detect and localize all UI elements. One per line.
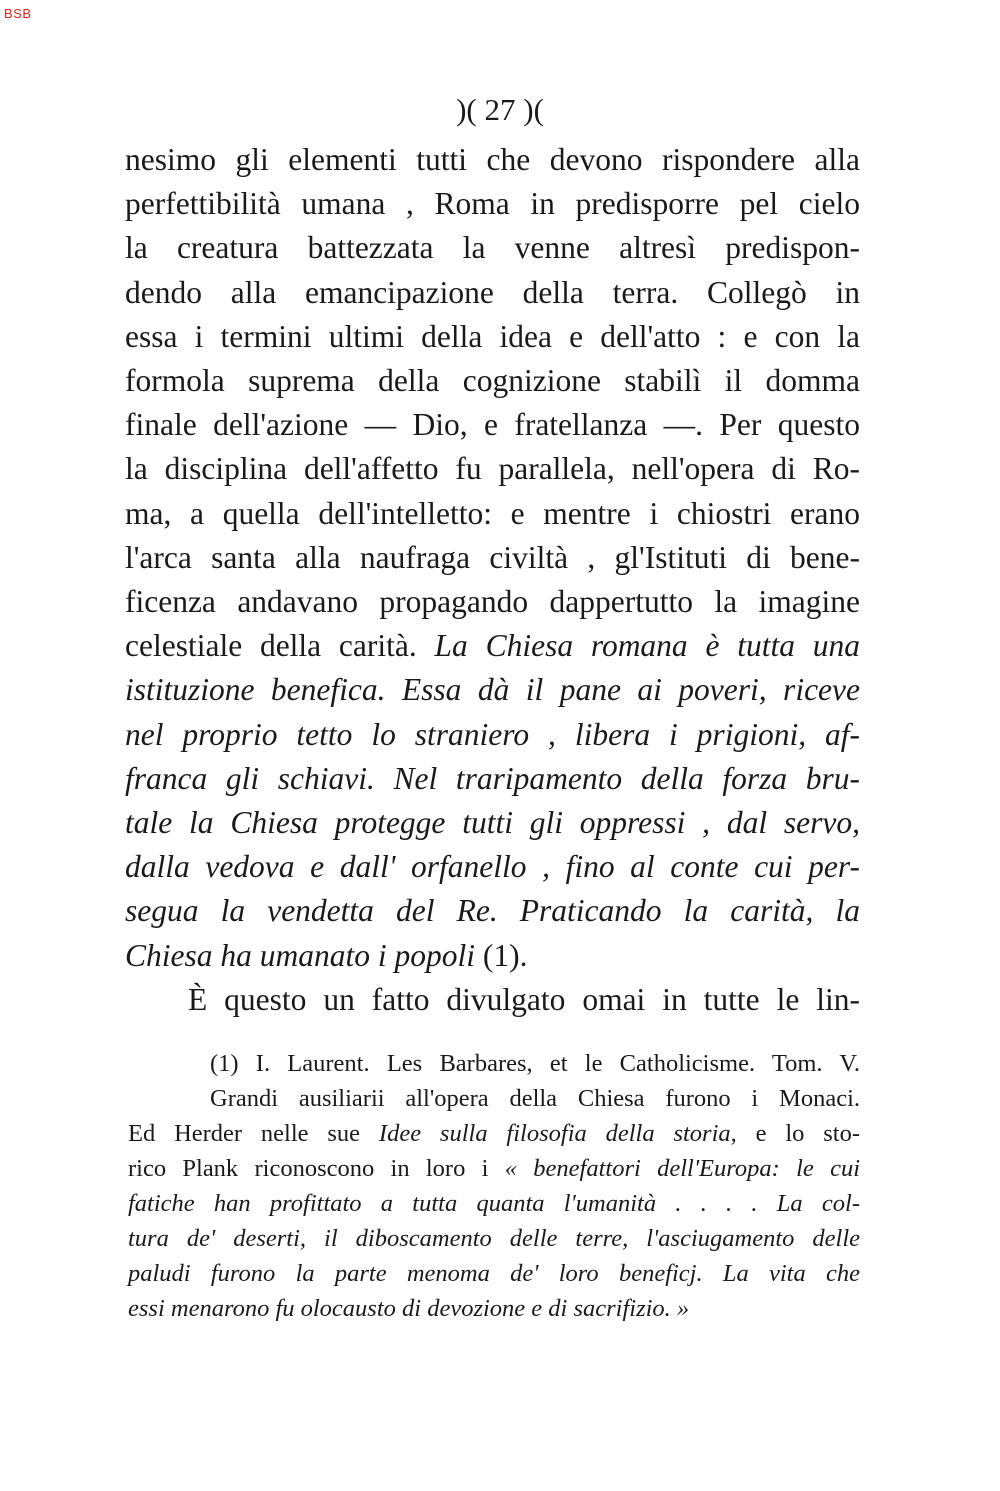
quote-line: segua la vendetta del Re. Praticando la carità, la (125, 893, 860, 929)
text-line-mixed (125, 624, 860, 668)
text-line: ma, a quella dell'intelletto: e mentre i chiostri erano (125, 495, 860, 531)
quote-end: Chiesa ha umanato i popoli (125, 937, 476, 973)
footnote-quote-line: fatiche han profittato a tutta quanta l'umanità . . . . La col- (128, 1190, 860, 1217)
text-roman: celestiale della carità. (125, 628, 417, 664)
text-line: formola suprema della cognizione stabilì il domma (125, 363, 860, 399)
footnote-quote-line: paludi furono la parte menoma de' loro beneficj. La vita che (128, 1260, 860, 1287)
footnote-line-mixed (128, 1116, 860, 1151)
footnote-text: rico Plank riconoscono in loro i (128, 1155, 489, 1182)
text-line: finale dell'azione — Dio, e fratellanza —. Per questo (125, 407, 860, 443)
book-title: Idee sulla filosofia della storia, (378, 1120, 737, 1147)
text-line: la disciplina dell'affetto fu parallela, nell'opera di Ro- (125, 451, 860, 487)
footnote-ref: (1). (482, 937, 528, 973)
library-stamp: BSB (4, 6, 32, 21)
quote-line: nel proprio tetto lo straniero , libera i prigioni, af- (125, 716, 860, 752)
footnote-quote-line: tura de' deserti, il diboscamento delle terre, l'asciugamento delle (128, 1225, 860, 1252)
page-number: )( 27 )( (456, 92, 544, 127)
footnote-quote-line: essi menarono fu olocausto di devozione e di sacrifizio. » (128, 1295, 690, 1322)
quote-end-line (125, 934, 860, 978)
quote-start: La Chiesa romana è tutta una (434, 628, 860, 664)
main-text (125, 138, 860, 1022)
text-line: nesimo gli elementi tutti che devono rispondere alla (125, 142, 860, 177)
footnote (128, 1046, 860, 1326)
text-line: dendo alla emancipazione della terra. Collegò in (125, 274, 860, 310)
text-line: la creatura battezzata la venne altresì predispon- (125, 230, 860, 266)
paragraph-start: È questo un fatto divulgato omai in tutte le lin- (188, 981, 860, 1017)
text-line: l'arca santa alla naufraga civiltà , gl'Istituti di bene- (125, 539, 860, 575)
text-line: perfettibilità umana , Roma in predisporre pel cielo (125, 186, 860, 222)
quote-line: istituzione benefica. Essa dà il pane ai poveri, riceve (125, 672, 860, 708)
quote-line: franca gli schiavi. Nel traripamento della forza bru- (125, 760, 860, 796)
text-line: ficenza andavano propagando dappertutto la imagine (125, 584, 860, 620)
footnote-text: Ed Herder nelle sue (128, 1120, 361, 1147)
text-line: essa i termini ultimi della idea e dell'atto : e con la (125, 318, 860, 354)
footnote-text: e lo sto- (755, 1120, 861, 1147)
quote-line: tale la Chiesa protegge tutti gli oppressi , dal servo, (125, 805, 860, 841)
footnote-line-mixed (128, 1151, 860, 1186)
footnote-quote: « benefattori dell'Europa: le cui (504, 1155, 860, 1182)
footnote-line: (1) I. Laurent. Les Barbares, et le Catholicisme. Tom. V. (210, 1050, 860, 1077)
footnote-line: Grandi ausiliarii all'opera della Chiesa furono i Monaci. (210, 1085, 860, 1112)
quote-line: dalla vedova e dall' orfanello , fino al conte cui per- (125, 849, 860, 885)
